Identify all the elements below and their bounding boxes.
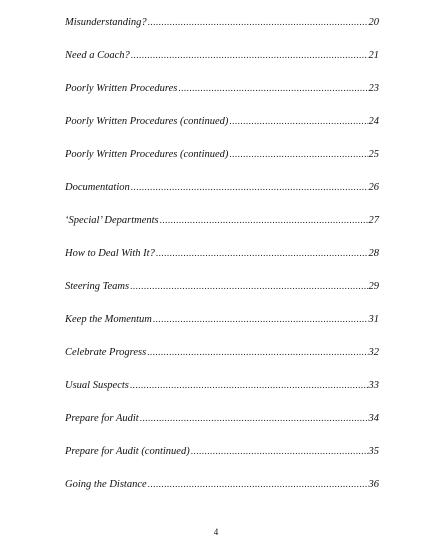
toc-dot-leader xyxy=(140,410,368,426)
toc-entry-page: 36 xyxy=(368,479,379,490)
toc-entry[interactable] xyxy=(65,278,379,311)
toc-entry-title: Poorly Written Procedures (continued) xyxy=(65,116,229,127)
toc-entry-title: ‘Special’ Departments xyxy=(65,215,159,226)
toc-entry-title: Going the Distance xyxy=(65,479,147,490)
toc-dot-leader xyxy=(148,14,368,30)
toc-entry-page: 31 xyxy=(368,314,379,325)
toc-entry[interactable] xyxy=(65,113,379,146)
toc-entry-page: 32 xyxy=(368,347,379,358)
toc-entry[interactable] xyxy=(65,377,379,410)
toc-entry-page: 24 xyxy=(368,116,379,127)
toc-entry[interactable] xyxy=(65,245,379,278)
toc-entry[interactable] xyxy=(65,410,379,443)
toc-entry-title: Need a Coach? xyxy=(65,50,130,61)
toc-dot-leader xyxy=(131,179,368,195)
toc-entry-page: 23 xyxy=(368,83,379,94)
toc-entry[interactable] xyxy=(65,344,379,377)
toc-entry-page: 34 xyxy=(368,413,379,424)
toc-entry-title: How to Deal With It? xyxy=(65,248,155,259)
toc-entry-page: 35 xyxy=(368,446,379,457)
toc-entry-title: Poorly Written Procedures (continued) xyxy=(65,149,229,160)
toc-entry-page: 25 xyxy=(368,149,379,160)
toc-dot-leader xyxy=(148,476,368,492)
toc-entry-title: Keep the Momentum xyxy=(65,314,152,325)
toc-entry-title: Steering Teams xyxy=(65,281,130,292)
toc-entry[interactable] xyxy=(65,179,379,212)
toc-dot-leader xyxy=(160,212,368,228)
page-number: 4 xyxy=(213,527,219,537)
toc-entry-page: 29 xyxy=(368,281,379,292)
toc-entry-page: 26 xyxy=(368,182,379,193)
toc-dot-leader xyxy=(130,278,367,294)
toc-entry[interactable] xyxy=(65,443,379,476)
toc-entry-page: 33 xyxy=(368,380,379,391)
toc-entry-title: Usual Suspects xyxy=(65,380,129,391)
toc-entry-page: 20 xyxy=(368,17,379,28)
toc-entry[interactable] xyxy=(65,47,379,80)
toc-dot-leader xyxy=(153,311,368,327)
toc-entry[interactable] xyxy=(65,476,379,509)
toc-dot-leader xyxy=(191,443,368,459)
toc-entry-page: 27 xyxy=(368,215,379,226)
toc-entry-title: Misunderstanding? xyxy=(65,17,147,28)
toc-entry[interactable] xyxy=(65,146,379,179)
toc-entry[interactable] xyxy=(65,80,379,113)
toc-entry[interactable] xyxy=(65,311,379,344)
toc-dot-leader xyxy=(130,377,368,393)
toc-entry-title: Documentation xyxy=(65,182,130,193)
toc-entry[interactable] xyxy=(65,212,379,245)
toc-entry[interactable] xyxy=(65,14,379,47)
toc-entry-page: 21 xyxy=(368,50,379,61)
toc-dot-leader xyxy=(229,146,367,162)
toc-dot-leader xyxy=(178,80,367,96)
toc-entry-page: 28 xyxy=(368,248,379,259)
table-of-contents xyxy=(65,14,379,509)
toc-dot-leader xyxy=(147,344,367,360)
toc-entry-title: Celebrate Progress xyxy=(65,347,147,358)
toc-entry-title: Poorly Written Procedures xyxy=(65,83,178,94)
toc-dot-leader xyxy=(131,47,368,63)
toc-dot-leader xyxy=(229,113,367,129)
toc-dot-leader xyxy=(156,245,368,261)
toc-entry-title: Prepare for Audit xyxy=(65,413,139,424)
toc-entry-title: Prepare for Audit (continued) xyxy=(65,446,190,457)
